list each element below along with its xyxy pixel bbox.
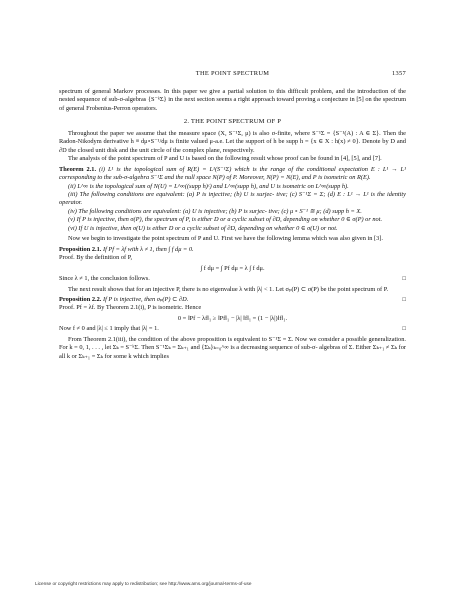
proposition-statement: If Pf = λf with λ ≠ 1, then ∫ f dμ = 0. — [102, 245, 194, 253]
text-line: range of the conditional expectation E : L¹ → L¹ corresponding to the sub-σ-algebra — [59, 165, 406, 182]
proposition-2-2 — [59, 296, 406, 304]
text-line: (vi) If U is injective, then σ(U) is either D or a cyclic subset of ∂D, depending — [68, 224, 265, 232]
text-line: h(x) ≠ 0}. Denote by D and ∂D the closed unit disk and the unit circle of the — [59, 138, 406, 154]
text-line: The analysis of the point spectrum of P and U is based on the following result — [68, 155, 266, 163]
display-equation: 0 = ‖Pf − λf‖₁ ≥ ‖Pf‖₁ − |λ| ‖f‖₁ = (1 − |λ|)‖f‖₁. — [177, 314, 288, 322]
text-line: Throughout the paper we assume that the measure space (X, S⁻¹Σ, μ) is also — [68, 129, 270, 137]
proof-line: Proof. By the definition of P, — [59, 254, 133, 262]
proposition-2-1 — [59, 246, 406, 254]
text-line: |λ| < 1. Let σₚ(P) ⊂ σ(P) be the point spectrum of P. — [256, 285, 389, 293]
text-line: (iii) The following conditions are equivalent: (a) P is injective; (b) U is surjec- — [68, 190, 275, 198]
generalization-paragraph — [59, 336, 406, 361]
text-line: on whether 0 ∈ σ(U) or not. — [266, 224, 338, 232]
theorem-item-v — [59, 216, 406, 224]
article-body — [59, 88, 406, 361]
text-line: {S⁻ᵏΣ} in the next section seems a right approach toward proving a conjecture in — [147, 96, 355, 104]
text-line: (i) L¹ is the topological sum of R(E) = L¹(S⁻¹Σ) which is the — [99, 165, 268, 173]
text-line: σ-finite, where S⁻¹Σ = {S⁻¹(A) : A ∈ Σ}. Then the Radon-Nikodym derivative — [59, 129, 406, 146]
theorem-item-iv — [59, 208, 406, 216]
theorem-item-iii — [59, 191, 406, 208]
text-line: From Theorem 2.1(iii), the condition of the above proposition is equivalent to — [68, 335, 267, 343]
proposition-statement: If P is injective, then σₚ(P) ⊂ ∂D. — [102, 295, 189, 303]
transition-paragraph — [59, 235, 406, 243]
proof-end — [59, 275, 406, 283]
proposition-label: Proposition 2.1. — [59, 245, 102, 253]
theorem-label: Theorem 2.1. — [59, 165, 97, 173]
text-line: complex plane, respectively. — [182, 146, 255, 154]
analysis-paragraph — [59, 155, 406, 163]
text-line: Σₖ = S⁻ᵏΣ. Then S⁻¹Σₖ = Σₖ₊₁ and {Σₖ}ₖ₌₀^∞ is a decreasing sequence of sub-σ- — [112, 344, 318, 352]
text-line: U is isometric on L^∞(supp h). — [270, 182, 349, 190]
text-line: on R(E). — [349, 174, 371, 182]
text-line: (iv) The following conditions are equivalent: (a) U is injective; (b) P is surjec- — [68, 207, 267, 215]
qed-mark: □ — [402, 326, 406, 333]
text-line: The next result shows that for an injective P, there is no eigenvalue λ with — [68, 285, 256, 293]
text-line: h ≡ dμ∘S⁻¹/dμ is finite valued μ-a.e. Let the support of h be supp h = {x ∈ X : — [130, 138, 334, 146]
proof-end — [59, 325, 406, 333]
display-equation: ∫ f dμ = ∫ Pf dμ = λ ∫ f dμ. — [200, 264, 265, 272]
proof-line: Proof. Pf = λf. By Theorem 2.1(i), P is isometric. Hence — [59, 304, 202, 312]
text-line: this difficult problem, and the introduction of the nested sequence of sub-σ-algebras — [59, 88, 406, 104]
injective-paragraph — [59, 286, 406, 294]
text-line: [5] on the spectrum of general Frobenius-Perron operators. — [59, 96, 406, 112]
text-line: tive; (c) μ ∘ S⁻¹ ≅ μ; (d) supp h = X. — [268, 207, 362, 215]
license-footer: License or copyright restrictions may apply to redistribution; see http://www.ams.org/journal-terms-of-use — [35, 581, 252, 586]
text-line: following lemma which was also given in [3]. — [266, 235, 383, 243]
running-title: THE POINT SPECTRUM — [195, 70, 270, 77]
qed-mark: □ — [402, 296, 406, 303]
text-line: whose proof can be found in [4], [5], and [7]. — [266, 155, 382, 163]
text-line: of ∂D, depending on whether 0 ∈ σ(P) or not. — [265, 216, 383, 224]
theorem-2-1 — [59, 166, 406, 183]
text-line: S⁻¹Σ = Σ. Now we consider a possible generalization. For k = 0, 1, . . . , let — [59, 335, 406, 352]
text-line: tive; (c) S⁻¹Σ = Σ; (d) E : L¹ → L¹ is the identity operator. — [59, 190, 406, 207]
proposition-label: Proposition 2.2. — [59, 295, 102, 303]
text-line: (ii) L^∞ is the topological sum of N(U) = L^∞((supp h)ᶜ) and L^∞(supp h), and — [68, 182, 269, 190]
text-line: Now f ≠ 0 and |λ| ≤ 1 imply that |λ| = 1. — [59, 325, 159, 333]
section-heading: 2. THE POINT SPECTRUM OF P — [183, 118, 282, 126]
qed-mark: □ — [402, 276, 406, 283]
assumption-paragraph — [59, 130, 406, 155]
theorem-item-vi — [59, 225, 406, 233]
text-line: spectrum of general Markov processes. In this paper we give a partial solution to — [59, 88, 274, 95]
intro-paragraph — [59, 88, 406, 113]
text-line: Since λ ≠ 1, the conclusion follows. — [59, 275, 150, 283]
text-line: (v) If P is injective, then σ(P), the spectrum of P, is either D or a cyclic subset — [68, 216, 265, 224]
text-line: S⁻¹Σ and the null space N(P) of P. Moreover, N(P) = N(E), and P is isometric — [150, 174, 348, 182]
page-number: 1357 — [392, 70, 406, 77]
running-header — [59, 70, 406, 80]
text-line: algebras of Σ. Either Σₖ₊₁ ≠ Σₖ for all k or Σₖ₊₁ = Σₖ for some k which implies — [59, 344, 406, 360]
theorem-item-ii — [59, 183, 406, 191]
text-line: Now we begin to investigate the point spectrum of P and U. First we have the — [68, 235, 265, 243]
